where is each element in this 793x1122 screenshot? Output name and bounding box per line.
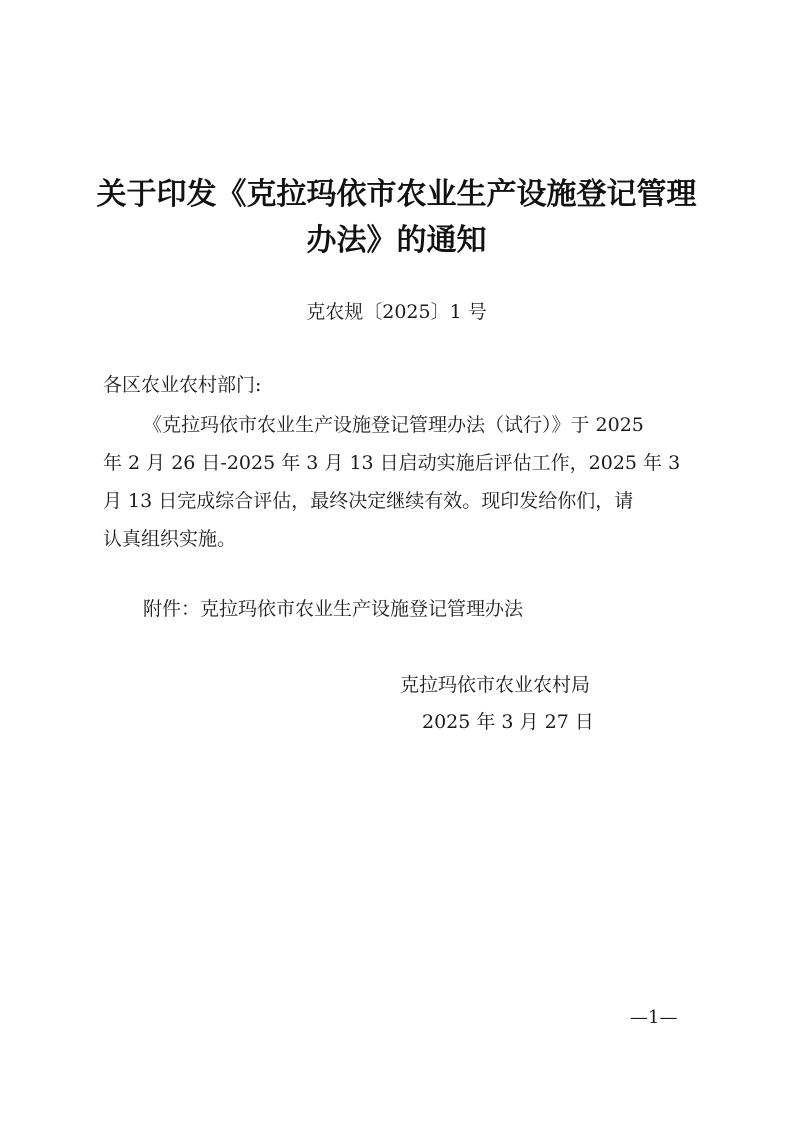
body-line-2: 年 2 月 26 日-2025 年 3 月 13 日启动实施后评估工作，2025 年 3 — [103, 452, 681, 474]
document-number: 克农规〔2025〕1 号 — [306, 301, 487, 323]
body-line-1: 《克拉玛依市农业生产设施登记管理办法（试行）》于 2025 — [143, 414, 644, 436]
title-line-1: 关于印发《克拉玛依市农业生产设施登记管理 — [96, 177, 697, 212]
signature-organization: 克拉玛依市农业农村局 — [400, 674, 591, 696]
body-line-4: 认真组织实施。 — [103, 528, 237, 550]
attachment-line: 附件：克拉玛依市农业生产设施登记管理办法 — [143, 598, 524, 620]
title-line-2: 办法》的通知 — [306, 223, 487, 258]
page-number: —1— — [630, 1007, 678, 1028]
signature-date: 2025 年 3 月 27 日 — [422, 711, 594, 733]
salutation: 各区农业农村部门: — [103, 374, 262, 396]
document-title — [90, 172, 703, 264]
body-line-3: 月 13 日完成综合评估，最终决定继续有效。现印发给你们，请 — [103, 490, 634, 512]
